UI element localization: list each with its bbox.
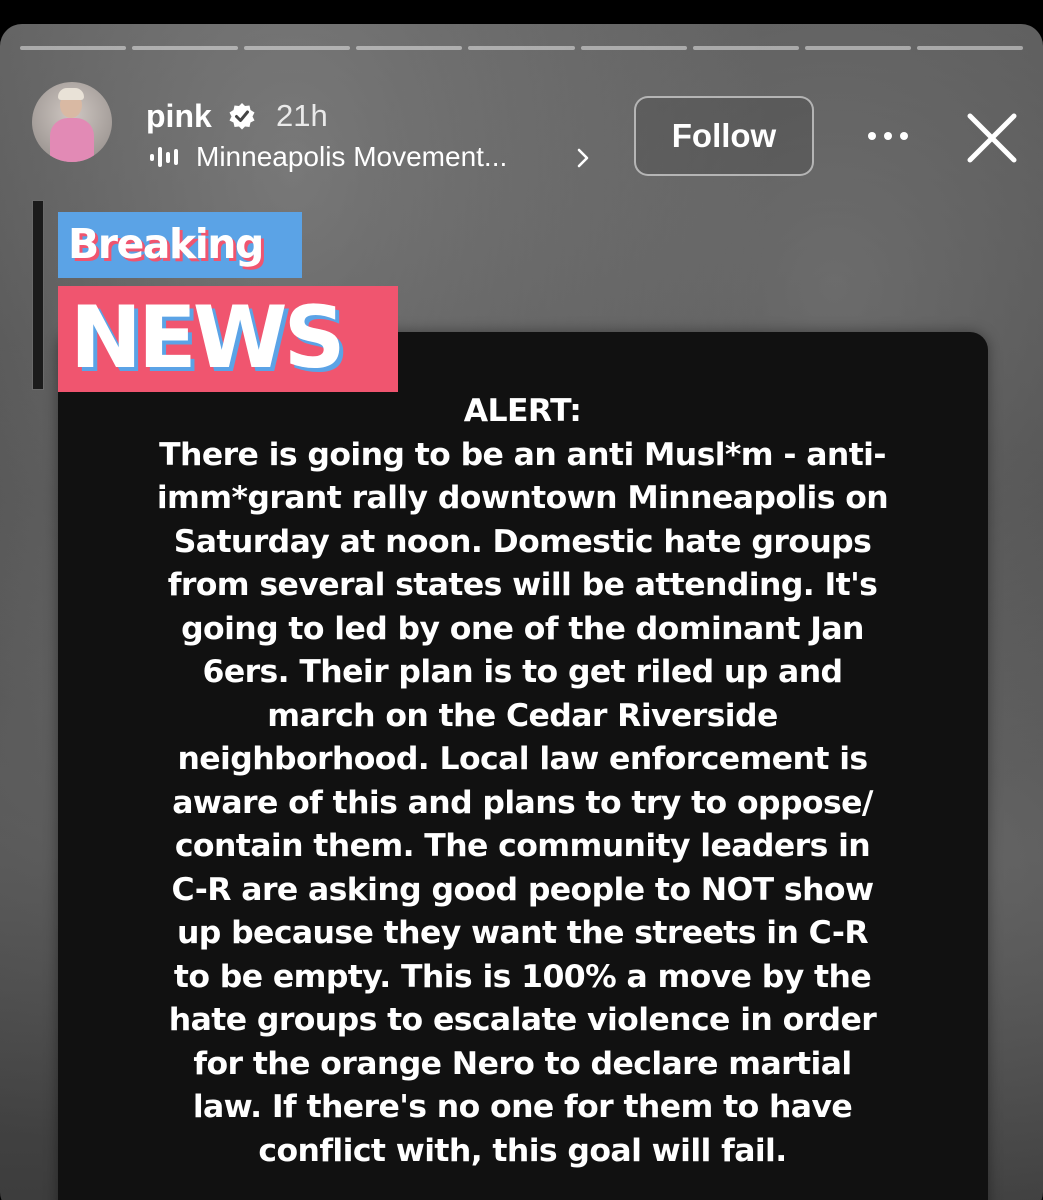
music-title[interactable]: Minneapolis Movement... [196,141,508,172]
alert-line: up because they want the streets in C-R [176,915,869,951]
alert-line: neighborhood. Local law enforcement is [177,741,868,777]
alert-line: There is going to be an anti Musl*m - anti- [159,436,886,473]
audio-bars-icon [148,145,180,169]
alert-line: 6ers. Their plan is to get riled up and [202,654,843,690]
alert-line: going to led by one of the dominant Jan [181,610,864,647]
progress-segment [244,46,350,50]
chevron-right-icon[interactable] [574,146,592,170]
avatar-body [50,118,94,162]
breaking-label: Breaking [68,220,263,268]
alert-line: C-R are asking good people to NOT show [171,871,874,908]
avatar[interactable] [32,82,112,162]
verified-badge-icon [228,102,256,130]
story-progress-bar [20,46,1023,50]
story-viewer[interactable] [0,24,1043,1200]
progress-segment [917,46,1023,50]
username[interactable]: pink [146,98,212,134]
progress-segment [805,46,911,50]
alert-line: imm*grant rally downtown Minneapolis on [156,480,889,516]
alert-line: aware of this and plans to try to oppose/ [172,784,873,821]
alert-line: contain them. The community leaders in [174,828,871,864]
progress-segment [581,46,687,50]
alert-text [100,390,945,1173]
graphic-shadow-bar [32,200,44,390]
alert-line: from several states will be attending. It's [167,567,878,603]
progress-segment [132,46,238,50]
more-horizontal-icon[interactable] [864,124,912,148]
progress-segment [20,46,126,50]
story-header [0,72,1043,172]
alert-line: march on the Cedar Riverside [267,697,778,734]
post-time: 21h [276,98,328,133]
alert-line: to be empty. This is 100% a move by the [173,958,872,995]
alert-line: hate groups to escalate violence in order [168,1002,877,1038]
avatar-hair [58,88,84,100]
progress-segment [468,46,574,50]
follow-button[interactable]: Follow [634,96,814,176]
progress-segment [693,46,799,50]
alert-line: for the orange Nero to declare martial [193,1045,852,1082]
alert-line: conflict with, this goal will fail. [258,1132,787,1169]
news-label: NEWS [70,288,342,388]
progress-segment [356,46,462,50]
alert-line: Saturday at noon. Domestic hate groups [173,523,872,560]
alert-line: ALERT: [463,393,582,429]
close-icon[interactable] [964,110,1020,166]
alert-line: law. If there's no one for them to have [192,1089,853,1125]
